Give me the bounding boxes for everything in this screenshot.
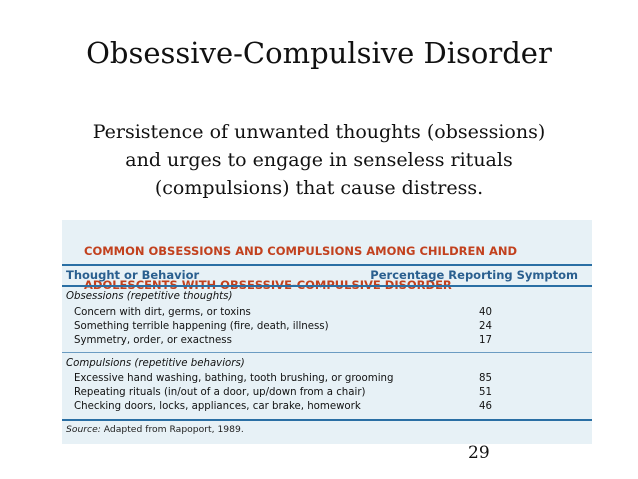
table-cell-percentage: 24 [479,321,492,332]
table-row: Concern with dirt, germs, or toxins [74,307,251,318]
table-row: Checking doors, locks, appliances, car brake, homework [74,401,361,412]
body-line-1: Persistence of unwanted thoughts (obsessions) [92,121,546,143]
table-cell-percentage: 85 [479,373,492,384]
slide-body [40,118,598,202]
table-bottom-rule [62,419,592,421]
source-label: Source: [66,424,101,435]
table-source [66,424,244,435]
obsessions-section-label: Obsessions (repetitive thoughts) [66,291,233,302]
body-line-3: (compulsions) that cause distress. [154,177,484,199]
table-cell-percentage: 17 [479,335,492,346]
table-row: Repeating rituals (in/out of a door, up/down from a chair) [74,387,366,398]
table-cell-percentage: 46 [479,401,492,412]
header-bottom-rule [62,285,592,287]
page-number: 29 [468,443,490,463]
ocd-symptom-table [62,220,592,444]
table-row: Something terrible happening (fire, death, illness) [74,321,329,332]
header-top-rule [62,264,592,266]
compulsions-section-label: Compulsions (repetitive behaviors) [66,358,245,369]
source-text: Adapted from Rapoport, 1989. [100,424,244,435]
column-header-behavior: Thought or Behavior [66,268,200,282]
column-header-percentage: Percentage Reporting Symptom [370,268,578,282]
body-line-2: and urges to engage in senseless rituals [125,149,513,171]
table-cell-percentage: 40 [479,307,492,318]
table-row: Excessive hand washing, bathing, tooth brushing, or grooming [74,373,394,384]
table-row: Symmetry, order, or exactness [74,335,232,346]
section-divider [62,352,592,353]
slide-title: Obsessive-Compulsive Disorder [86,36,552,70]
table-cell-percentage: 51 [479,387,492,398]
table-title-line-1: COMMON OBSESSIONS AND COMPULSIONS AMONG CHILDREN AND [84,244,518,258]
